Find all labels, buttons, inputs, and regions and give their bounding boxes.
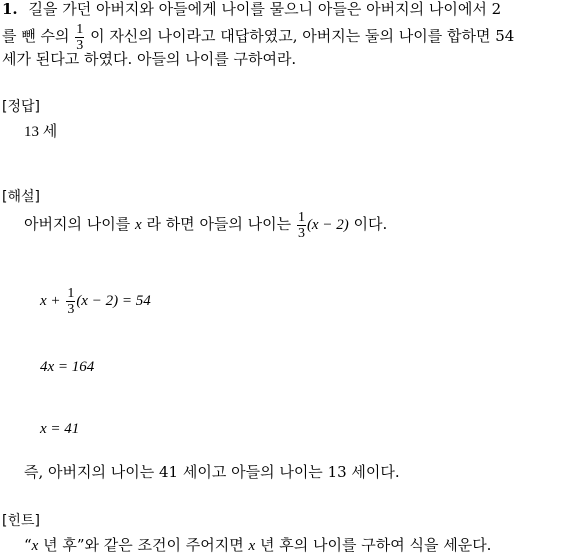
fraction-numerator: 1 <box>67 285 75 301</box>
fraction-numerator: 1 <box>76 21 84 37</box>
fraction-denominator: 3 <box>76 37 84 53</box>
hint-var: x <box>31 538 39 554</box>
equation-2: 4x = 164 <box>40 359 95 375</box>
solution-intro-var: x <box>134 217 142 233</box>
solution-intro-c: 이다. <box>353 215 388 233</box>
fraction-denominator: 3 <box>297 225 305 241</box>
answer-header: [정답] <box>2 99 40 115</box>
equation-3: x = 41 <box>40 421 80 437</box>
solution-header: [해설] <box>2 189 40 205</box>
problem-text-1: 길을 가던 아버지와 아들에게 나이를 물으니 아들은 아버지의 나이에서 2 <box>28 0 502 18</box>
answer-value: 13 세 <box>24 124 58 140</box>
equation-1-fraction <box>66 286 75 317</box>
problem-line-1 <box>2 0 501 18</box>
fraction-denominator: 3 <box>67 301 75 317</box>
fraction-numerator: 1 <box>297 209 305 225</box>
hint-var-2: x <box>248 538 256 554</box>
solution-intro-a: 아버지의 나이를 <box>24 215 131 233</box>
hint-text-a: “ <box>24 536 32 554</box>
equation-1-rhs: (x − 2) = 54 <box>76 293 151 309</box>
problem-line-2 <box>2 18 514 54</box>
problem-text-2a: 를 뺀 수의 <box>2 27 70 45</box>
problem-number: 1. <box>2 0 18 18</box>
problem-text-3: 세가 된다고 하였다. 아들의 나이를 구하여라. <box>2 50 297 68</box>
solution-conclusion: 즉, 아버지의 나이는 41 세이고 아들의 나이는 13 세이다. <box>24 463 400 481</box>
solution-intro-fraction <box>297 210 306 241</box>
solution-intro <box>24 204 387 245</box>
solution-intro-expr: (x − 2) <box>306 217 349 233</box>
hint-text <box>24 536 491 555</box>
solution-intro-b: 라 하면 아들의 나이는 <box>146 215 292 233</box>
hint-header: [힌트] <box>2 513 40 529</box>
problem-fraction <box>75 22 84 53</box>
problem-line-3 <box>2 50 296 68</box>
hint-text-b: 년 후”와 같은 조건이 주어지면 <box>43 536 244 554</box>
equation-1 <box>40 280 151 321</box>
problem-text-2b: 이 자신의 나이라고 대답하였고, 아버지는 둘의 나이를 합하면 54 <box>90 27 515 45</box>
equation-1-lhs: x + <box>40 293 61 309</box>
hint-text-c: 년 후의 나이를 구하여 식을 세운다. <box>259 536 492 554</box>
